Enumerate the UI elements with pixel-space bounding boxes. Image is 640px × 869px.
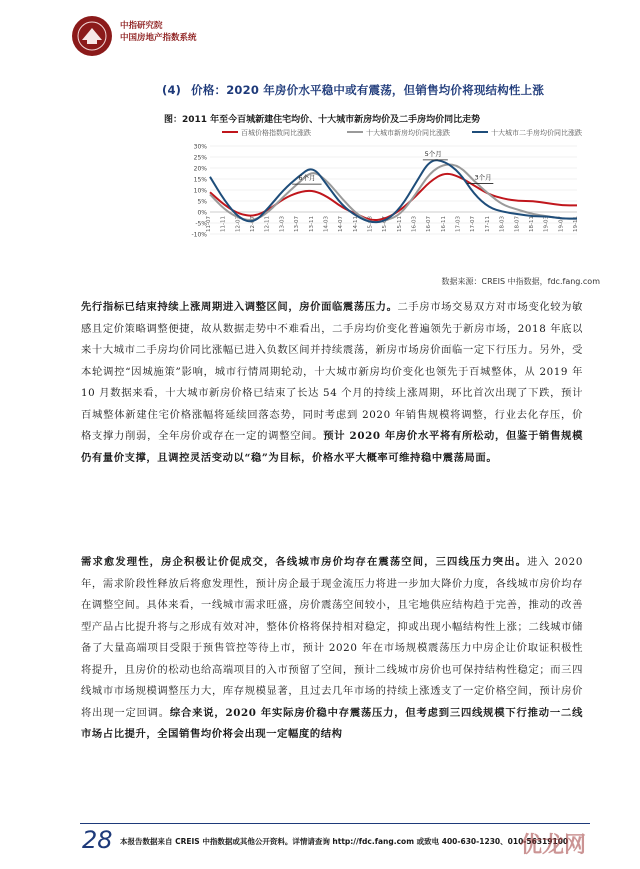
price-trend-chart (182, 124, 587, 274)
y-tick-label: 25% (193, 154, 207, 162)
y-tick-label: 5% (197, 198, 207, 206)
x-tick-label: 12-03 (235, 216, 242, 232)
y-tick-label: 10% (193, 187, 207, 195)
paragraph-2-conclusion: 综合来说，2020 年实际房价稳中存震荡压力，但考虑到三四线规模下行推动一二线市场占比提升，全国销售均价将会出现一定幅度的结构 (81, 706, 583, 740)
watermark-logo: 优龙网 (520, 832, 587, 858)
x-tick-label: 15-11 (396, 216, 403, 232)
x-tick-label: 11-11 (220, 216, 227, 232)
x-tick-label: 17-03 (455, 216, 462, 232)
footer-divider (80, 823, 590, 824)
section-number: (4) (162, 83, 182, 97)
x-tick-label: 18-03 (499, 216, 506, 232)
x-tick-label: 18-07 (514, 216, 521, 232)
page-header (70, 10, 590, 60)
footer-note: 本报告数据来自 CREIS 中指数据或其他公开资料。详情请查询 http://fdc.fang.com 或致电 400-630-1230、010-56319100 (120, 837, 569, 846)
y-tick-label: 30% (193, 143, 207, 151)
annotation-label: 6个月 (298, 174, 316, 183)
x-tick-label: 15-07 (382, 216, 389, 232)
org-name: 中指研究院 (120, 21, 163, 31)
org-subtitle: 中国房地产指数系统 (120, 33, 197, 43)
x-tick-label: 17-07 (470, 216, 477, 232)
paragraph-1-conclusion: 预计 2020 年房价水平将有所松动，但鉴于销售规模仍有量价支撑，且调控灵活变动以“稳”为目标，价格水平大概率可维持稳中震荡局面。 (81, 430, 583, 464)
chart-svg (182, 124, 587, 274)
section-heading (162, 82, 544, 98)
x-tick-label: 16-03 (411, 216, 418, 232)
x-tick-label: 14-11 (352, 216, 359, 232)
paragraph-2 (81, 552, 583, 746)
chart-caption: 图：2011 年至今百城新建住宅均价、十大城市新房均价及二手房均价同比走势 (164, 115, 481, 125)
x-tick-label: 15-03 (367, 216, 374, 232)
paragraph-2-lead: 需求愈发理性，房企积极让价促成交，各线城市房价均存在震荡空间，三四线压力突出。 (81, 556, 528, 568)
annotation-label: 3个月 (474, 173, 492, 182)
x-tick-label: 16-07 (426, 216, 433, 232)
legend-label: 百城价格指数同比涨跌 (241, 129, 311, 137)
x-tick-label: 13-11 (308, 216, 315, 232)
x-tick-label: 13-03 (279, 216, 286, 232)
legend-label: 十大城市新房均价同比涨跌 (366, 129, 450, 137)
x-tick-label: 16-11 (440, 216, 447, 232)
y-tick-label: 0% (197, 209, 207, 217)
y-tick-label: 20% (193, 165, 207, 173)
x-tick-label: 18-11 (528, 216, 535, 232)
x-tick-label: 11-07 (206, 216, 212, 232)
paragraph-1-body: 二手房市场交易双方对市场变化较为敏感且定价策略调整便捷，故从数据走势中不难看出，二手房均价变化普遍领先于新房市场，2018 年底以来十大城市二手房均价同比涨幅已进入负数区间并持续震荡，新房市场房价面临一定下行压力。另外，受本轮调控“因城施策”影响，城市行情周期轮动，十大城市新房均价变化也领先于百城整体，从 2019 年 10 月数据来看，十大城市新房价格已结束了长达 54 个月的持续上涨周期，环比首次出现了下跌，预计百城整体新建住宅价格涨幅将延续回落态势，同时考虑到 2020 年销售规模将调整，行业去化存压，价格支撑力削弱，全年房价或存在一定的调整空间。 (81, 301, 583, 442)
x-tick-label: 19-11 (573, 216, 579, 232)
paragraph-1-lead: 先行指标已结束持续上涨周期进入调整区间，房价面临震荡压力。 (81, 301, 398, 313)
y-tick-label: -5% (195, 220, 207, 228)
x-tick-label: 17-11 (484, 216, 491, 232)
x-tick-label: 12-11 (264, 216, 271, 232)
section-title: 价格：2020 年房价水平稳中或有震荡，但销售均价将现结构性上涨 (191, 83, 545, 97)
page-number: 28 (82, 826, 113, 854)
data-source: 数据来源：CREIS 中指数据，fdc.fang.com (441, 277, 600, 286)
paragraph-1 (81, 297, 583, 469)
y-tick-label: 15% (193, 176, 207, 184)
x-tick-label: 12-07 (250, 216, 257, 232)
x-tick-label: 19-03 (543, 216, 550, 232)
paragraph-2-body: 进入 2020 年，需求阶段性释放后将愈发理性，预计房企最于现金流压力将进一步加大降价力度，各线城市房价均存在调整空间。具体来看，一线城市需求旺盛，房价震荡空间较小，且宅地供应结构趋于完善，推动的改善型产品占比提升将与之形成有效对冲，整体价格将保持相对稳定，抑或出现小幅结构性上涨；二线城市储备了大量高端项目受限于预售管控等待上市，预计 2020 年在市场规模震荡压力中房企让价取证积极性将提升，且房价的松动也给高端项目的入市预留了空间，预计二线城市房价也可保持结构性稳定；而三四线城市市场规模调整压力大，库存规模显著，且过去几年市场的持续上涨透支了一定价格空间，预计房价将出现一定回调。 (81, 556, 583, 719)
x-tick-label: 19-07 (558, 216, 565, 232)
institute-logo-icon (70, 14, 114, 58)
x-tick-label: 14-07 (338, 216, 345, 232)
legend-label: 十大城市二手房均价同比涨跌 (491, 129, 582, 137)
y-tick-label: -10% (191, 231, 207, 239)
x-tick-label: 14-03 (323, 216, 330, 232)
annotation-label: 5个月 (424, 149, 442, 158)
x-tick-label: 13-07 (294, 216, 301, 232)
